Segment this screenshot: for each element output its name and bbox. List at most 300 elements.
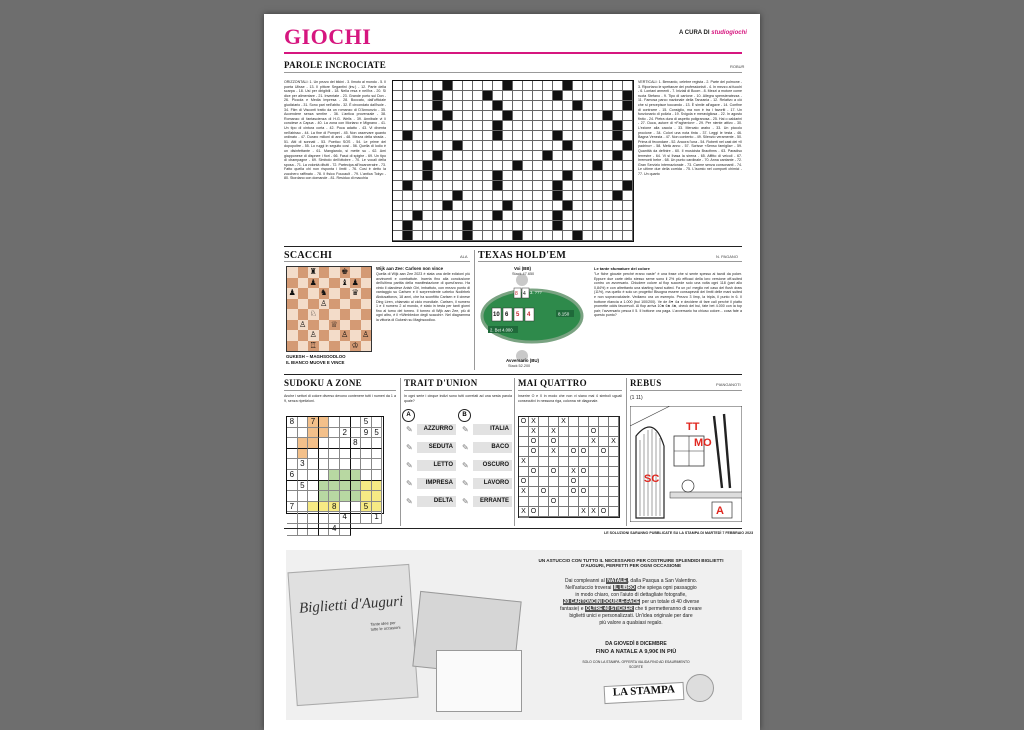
crossword-cell[interactable] xyxy=(513,181,523,191)
mai4-cell[interactable] xyxy=(559,507,569,517)
chess-piece-square[interactable]: ♝ xyxy=(341,277,349,287)
crossword-cell[interactable] xyxy=(433,111,443,121)
crossword-cell[interactable] xyxy=(553,111,563,121)
crossword-cell[interactable] xyxy=(593,211,603,221)
crossword-cell[interactable] xyxy=(443,231,453,241)
mai4-cell[interactable] xyxy=(569,427,579,437)
mai4-cell[interactable] xyxy=(589,457,599,467)
crossword-cell[interactable] xyxy=(573,221,583,231)
chess-square[interactable] xyxy=(298,278,309,289)
sudoku-cell[interactable] xyxy=(340,459,351,470)
mai4-cell[interactable] xyxy=(569,507,579,517)
crossword-cell[interactable] xyxy=(573,211,583,221)
crossword-cell[interactable] xyxy=(453,111,463,121)
sudoku-cell[interactable] xyxy=(308,449,319,460)
crossword-cell[interactable] xyxy=(513,211,523,221)
mai4-cell[interactable] xyxy=(609,427,619,437)
crossword-cell[interactable] xyxy=(523,171,533,181)
sudoku-cell[interactable] xyxy=(340,502,351,513)
crossword-cell[interactable] xyxy=(593,221,603,231)
chess-square[interactable] xyxy=(361,288,372,299)
mai4-cell[interactable] xyxy=(589,447,599,457)
crossword-cell[interactable] xyxy=(423,201,433,211)
crossword-cell[interactable] xyxy=(493,141,503,151)
crossword-cell[interactable] xyxy=(603,161,613,171)
crossword-cell[interactable] xyxy=(493,231,503,241)
sudoku-cell[interactable] xyxy=(329,417,340,428)
crossword-cell[interactable] xyxy=(413,201,423,211)
sudoku-cell[interactable] xyxy=(319,512,330,524)
chess-square[interactable] xyxy=(287,320,298,331)
crossword-cell[interactable] xyxy=(443,221,453,231)
sudoku-cell[interactable] xyxy=(287,438,298,449)
mai4-cell[interactable] xyxy=(589,487,599,497)
crossword-cell[interactable] xyxy=(543,181,553,191)
mai4-cell[interactable]: O xyxy=(549,497,559,507)
mai4-cell[interactable]: O xyxy=(539,487,549,497)
mai4-cell[interactable] xyxy=(579,437,589,447)
sudoku-cell[interactable] xyxy=(298,449,309,460)
crossword-cell[interactable] xyxy=(623,231,633,241)
crossword-cell[interactable] xyxy=(453,131,463,141)
crossword-cell[interactable] xyxy=(393,151,403,161)
sudoku-cell[interactable] xyxy=(319,417,330,428)
sudoku-cell[interactable] xyxy=(340,449,351,460)
crossword-cell[interactable] xyxy=(513,91,523,101)
mai4-cell[interactable] xyxy=(599,487,609,497)
crossword-cell[interactable] xyxy=(463,91,473,101)
crossword-cell[interactable] xyxy=(393,231,403,241)
crossword-cell[interactable] xyxy=(603,231,613,241)
crossword-cell[interactable] xyxy=(413,191,423,201)
crossword-cell[interactable] xyxy=(453,101,463,111)
mai4-cell[interactable] xyxy=(539,417,549,427)
crossword-cell[interactable] xyxy=(573,201,583,211)
crossword-cell[interactable] xyxy=(593,151,603,161)
crossword-cell[interactable] xyxy=(463,141,473,151)
crossword-cell[interactable] xyxy=(393,221,403,231)
crossword-cell[interactable] xyxy=(483,181,493,191)
mai4-cell[interactable] xyxy=(599,417,609,427)
crossword-cell[interactable] xyxy=(543,191,553,201)
chess-square[interactable] xyxy=(308,299,319,310)
chess-square[interactable] xyxy=(329,330,340,341)
mai4-cell[interactable] xyxy=(539,497,549,507)
crossword-cell[interactable] xyxy=(403,81,413,91)
crossword-cell[interactable] xyxy=(523,111,533,121)
crossword-cell[interactable] xyxy=(423,121,433,131)
crossword-cell[interactable] xyxy=(603,121,613,131)
sudoku-cell[interactable] xyxy=(372,417,383,428)
mai4-cell[interactable]: O xyxy=(599,507,609,517)
crossword-cell[interactable] xyxy=(453,231,463,241)
crossword-cell[interactable] xyxy=(543,111,553,121)
mai4-cell[interactable] xyxy=(579,457,589,467)
crossword-cell[interactable] xyxy=(403,151,413,161)
crossword-cell[interactable] xyxy=(513,151,523,161)
mai4-cell[interactable] xyxy=(609,507,619,517)
sudoku-cell[interactable] xyxy=(308,524,319,536)
crossword-cell[interactable] xyxy=(583,121,593,131)
crossword-cell[interactable] xyxy=(613,181,623,191)
chess-square[interactable] xyxy=(340,288,351,299)
crossword-cell[interactable] xyxy=(523,231,533,241)
chess-piece-square[interactable]: ♕ xyxy=(330,319,338,329)
crossword-cell[interactable] xyxy=(543,101,553,111)
crossword-cell[interactable] xyxy=(393,81,403,91)
crossword-cell[interactable] xyxy=(393,131,403,141)
crossword-cell[interactable] xyxy=(493,91,503,101)
mai4-cell[interactable] xyxy=(559,447,569,457)
crossword-cell[interactable] xyxy=(493,81,503,91)
crossword-cell[interactable] xyxy=(593,91,603,101)
mai4-cell[interactable] xyxy=(519,517,529,518)
chess-square[interactable] xyxy=(298,299,309,310)
sudoku-cell[interactable] xyxy=(351,428,362,439)
chess-square[interactable] xyxy=(361,267,372,278)
crossword-cell[interactable] xyxy=(523,81,533,91)
mai4-cell[interactable] xyxy=(609,477,619,487)
crossword-cell[interactable] xyxy=(583,91,593,101)
crossword-cell[interactable] xyxy=(603,131,613,141)
mai4-cell[interactable] xyxy=(559,477,569,487)
sudoku-cell[interactable] xyxy=(361,449,372,460)
mai4-cell[interactable] xyxy=(599,437,609,447)
chess-square[interactable] xyxy=(350,309,361,320)
crossword-cell[interactable] xyxy=(583,181,593,191)
sudoku-cell[interactable]: 4 xyxy=(340,512,351,524)
crossword-cell[interactable] xyxy=(523,201,533,211)
crossword-cell[interactable] xyxy=(573,181,583,191)
crossword-cell[interactable] xyxy=(543,221,553,231)
crossword-cell[interactable] xyxy=(583,111,593,121)
crossword-cell[interactable] xyxy=(563,131,573,141)
crossword-cell[interactable] xyxy=(453,91,463,101)
sudoku-cell[interactable] xyxy=(287,449,298,460)
crossword-cell[interactable] xyxy=(533,211,543,221)
sudoku-cell[interactable] xyxy=(298,438,309,449)
crossword-cell[interactable] xyxy=(483,231,493,241)
sudoku-cell[interactable]: 2 xyxy=(340,428,351,439)
mai4-cell[interactable] xyxy=(599,427,609,437)
mai4-cell[interactable] xyxy=(569,437,579,447)
mai4-cell[interactable] xyxy=(579,477,589,487)
chess-square[interactable] xyxy=(329,309,340,320)
crossword-cell[interactable] xyxy=(443,121,453,131)
sudoku-cell[interactable] xyxy=(340,491,351,502)
crossword-cell[interactable] xyxy=(463,131,473,141)
mai4-cell[interactable]: O xyxy=(579,447,589,457)
chess-piece-square[interactable]: ♙ xyxy=(320,298,328,308)
crossword-cell[interactable] xyxy=(413,161,423,171)
crossword-cell[interactable] xyxy=(473,201,483,211)
crossword-cell[interactable] xyxy=(613,161,623,171)
mai4-cell[interactable]: X xyxy=(569,467,579,477)
crossword-cell[interactable] xyxy=(533,91,543,101)
chess-square[interactable] xyxy=(340,299,351,310)
crossword-cell[interactable] xyxy=(473,181,483,191)
chess-square[interactable] xyxy=(298,309,309,320)
crossword-cell[interactable] xyxy=(473,91,483,101)
crossword-cell[interactable] xyxy=(413,131,423,141)
crossword-cell[interactable] xyxy=(623,221,633,231)
chess-piece-square[interactable]: ♘ xyxy=(309,309,317,318)
crossword-cell[interactable] xyxy=(503,121,513,131)
crossword-cell[interactable] xyxy=(493,191,503,201)
crossword-cell[interactable] xyxy=(493,221,503,231)
mai4-cell[interactable] xyxy=(589,467,599,477)
crossword-cell[interactable] xyxy=(483,221,493,231)
mai4-cell[interactable] xyxy=(549,417,559,427)
mai4-cell[interactable]: X xyxy=(589,437,599,447)
crossword-cell[interactable] xyxy=(603,171,613,181)
crossword-cell[interactable] xyxy=(443,191,453,201)
sudoku-cell[interactable] xyxy=(287,512,298,524)
sudoku-cell[interactable] xyxy=(361,481,372,492)
chess-square[interactable] xyxy=(298,267,309,278)
sudoku-cell[interactable]: 7 xyxy=(308,417,319,428)
sudoku-cell[interactable] xyxy=(308,428,319,439)
crossword-cell[interactable] xyxy=(523,141,533,151)
crossword-cell[interactable] xyxy=(503,211,513,221)
crossword-cell[interactable] xyxy=(543,81,553,91)
mai4-cell[interactable] xyxy=(519,437,529,447)
crossword-cell[interactable] xyxy=(523,91,533,101)
crossword-cell[interactable] xyxy=(563,221,573,231)
crossword-cell[interactable] xyxy=(553,101,563,111)
crossword-cell[interactable] xyxy=(583,131,593,141)
crossword-cell[interactable] xyxy=(413,151,423,161)
crossword-cell[interactable] xyxy=(573,191,583,201)
crossword-cell[interactable] xyxy=(473,221,483,231)
chess-square[interactable] xyxy=(287,299,298,310)
chess-piece-square[interactable]: ♔ xyxy=(351,340,359,350)
sudoku-cell[interactable] xyxy=(329,428,340,439)
mai4-cell[interactable]: O xyxy=(569,487,579,497)
mai4-cell[interactable]: O xyxy=(519,477,529,487)
crossword-cell[interactable] xyxy=(423,101,433,111)
crossword-cell[interactable] xyxy=(473,141,483,151)
crossword-cell[interactable] xyxy=(553,151,563,161)
chess-square[interactable] xyxy=(329,299,340,310)
crossword-cell[interactable] xyxy=(413,101,423,111)
crossword-cell[interactable] xyxy=(603,81,613,91)
crossword-cell[interactable] xyxy=(473,231,483,241)
crossword-cell[interactable] xyxy=(553,231,563,241)
crossword-cell[interactable] xyxy=(403,101,413,111)
chess-piece-square[interactable]: ♙ xyxy=(341,330,349,339)
crossword-cell[interactable] xyxy=(463,111,473,121)
sudoku-cell[interactable] xyxy=(340,470,351,481)
mai4-cell[interactable] xyxy=(539,437,549,447)
crossword-cell[interactable] xyxy=(453,121,463,131)
sudoku-grid[interactable] xyxy=(286,416,384,522)
crossword-grid[interactable] xyxy=(392,80,634,242)
crossword-cell[interactable] xyxy=(623,161,633,171)
crossword-cell[interactable] xyxy=(603,211,613,221)
crossword-cell[interactable] xyxy=(553,201,563,211)
crossword-cell[interactable] xyxy=(403,111,413,121)
crossword-cell[interactable] xyxy=(463,101,473,111)
sudoku-cell[interactable] xyxy=(340,438,351,449)
crossword-cell[interactable] xyxy=(483,81,493,91)
crossword-cell[interactable] xyxy=(613,111,623,121)
crossword-cell[interactable] xyxy=(403,141,413,151)
chess-square[interactable] xyxy=(319,278,330,289)
crossword-cell[interactable] xyxy=(403,161,413,171)
crossword-cell[interactable] xyxy=(573,131,583,141)
crossword-cell[interactable] xyxy=(543,91,553,101)
sudoku-cell[interactable] xyxy=(319,449,330,460)
crossword-cell[interactable] xyxy=(393,141,403,151)
crossword-cell[interactable] xyxy=(593,181,603,191)
mai4-cell[interactable] xyxy=(559,427,569,437)
mai4-cell[interactable] xyxy=(539,467,549,477)
mai4-cell[interactable] xyxy=(609,457,619,467)
sudoku-cell[interactable]: 5 xyxy=(361,502,372,513)
chess-piece-square[interactable]: ♛ xyxy=(351,288,359,297)
crossword-cell[interactable] xyxy=(443,101,453,111)
sudoku-cell[interactable] xyxy=(308,502,319,513)
crossword-cell[interactable] xyxy=(583,141,593,151)
crossword-cell[interactable] xyxy=(503,191,513,201)
sudoku-cell[interactable] xyxy=(298,428,309,439)
crossword-cell[interactable] xyxy=(453,171,463,181)
sudoku-cell[interactable]: 3 xyxy=(298,459,309,470)
crossword-cell[interactable] xyxy=(463,151,473,161)
crossword-cell[interactable] xyxy=(613,91,623,101)
mai4-cell[interactable] xyxy=(599,457,609,467)
chess-piece-square[interactable]: ♟ xyxy=(288,288,296,297)
mai4-cell[interactable] xyxy=(589,417,599,427)
crossword-cell[interactable] xyxy=(623,121,633,131)
mai4-cell[interactable]: O xyxy=(529,447,539,457)
crossword-cell[interactable] xyxy=(423,181,433,191)
crossword-cell[interactable] xyxy=(523,191,533,201)
crossword-cell[interactable] xyxy=(563,111,573,121)
mai4-cell[interactable] xyxy=(569,417,579,427)
chess-piece-square[interactable]: ♟ xyxy=(309,277,317,287)
mai4-cell[interactable]: O xyxy=(529,507,539,517)
crossword-cell[interactable] xyxy=(603,191,613,201)
mai4-cell[interactable]: X xyxy=(559,417,569,427)
crossword-cell[interactable] xyxy=(503,131,513,141)
chess-square[interactable] xyxy=(329,341,340,352)
sudoku-cell[interactable] xyxy=(308,491,319,502)
crossword-cell[interactable] xyxy=(433,81,443,91)
chess-square[interactable] xyxy=(319,267,330,278)
sudoku-cell[interactable] xyxy=(298,470,309,481)
chess-piece-square[interactable]: ♖ xyxy=(309,340,317,350)
crossword-cell[interactable] xyxy=(613,81,623,91)
crossword-cell[interactable] xyxy=(483,121,493,131)
crossword-cell[interactable] xyxy=(493,111,503,121)
crossword-cell[interactable] xyxy=(413,141,423,151)
crossword-cell[interactable] xyxy=(543,121,553,131)
crossword-cell[interactable] xyxy=(453,151,463,161)
crossword-cell[interactable] xyxy=(413,111,423,121)
crossword-cell[interactable] xyxy=(393,181,403,191)
crossword-cell[interactable] xyxy=(583,191,593,201)
crossword-cell[interactable] xyxy=(623,201,633,211)
sudoku-cell[interactable] xyxy=(340,481,351,492)
mai4-cell[interactable] xyxy=(519,447,529,457)
crossword-cell[interactable] xyxy=(513,221,523,231)
chess-square[interactable] xyxy=(329,288,340,299)
chess-square[interactable] xyxy=(319,320,330,331)
crossword-cell[interactable] xyxy=(563,91,573,101)
crossword-cell[interactable] xyxy=(483,171,493,181)
crossword-cell[interactable] xyxy=(623,81,633,91)
crossword-cell[interactable] xyxy=(523,211,533,221)
crossword-cell[interactable] xyxy=(623,191,633,201)
mai4-cell[interactable]: X xyxy=(549,427,559,437)
crossword-cell[interactable] xyxy=(483,101,493,111)
chess-square[interactable] xyxy=(287,309,298,320)
crossword-cell[interactable] xyxy=(573,161,583,171)
mai4-cell[interactable] xyxy=(549,477,559,487)
crossword-cell[interactable] xyxy=(583,221,593,231)
crossword-cell[interactable] xyxy=(433,191,443,201)
crossword-cell[interactable] xyxy=(463,181,473,191)
crossword-cell[interactable] xyxy=(393,171,403,181)
mai4-cell[interactable] xyxy=(529,477,539,487)
crossword-cell[interactable] xyxy=(393,101,403,111)
crossword-cell[interactable] xyxy=(503,91,513,101)
sudoku-cell[interactable] xyxy=(351,417,362,428)
mai4-cell[interactable]: X xyxy=(579,507,589,517)
sudoku-cell[interactable]: 8 xyxy=(287,417,298,428)
sudoku-cell[interactable] xyxy=(361,438,372,449)
mai4-cell[interactable] xyxy=(609,487,619,497)
mai4-cell[interactable]: X xyxy=(519,507,529,517)
crossword-cell[interactable] xyxy=(563,191,573,201)
crossword-cell[interactable] xyxy=(543,231,553,241)
crossword-cell[interactable] xyxy=(433,231,443,241)
crossword-cell[interactable] xyxy=(473,161,483,171)
mai4-cell[interactable] xyxy=(549,487,559,497)
crossword-cell[interactable] xyxy=(473,151,483,161)
crossword-cell[interactable] xyxy=(513,201,523,211)
chess-square[interactable] xyxy=(298,341,309,352)
chess-square[interactable] xyxy=(350,267,361,278)
mai4-cell[interactable]: O xyxy=(569,447,579,457)
crossword-cell[interactable] xyxy=(613,171,623,181)
crossword-cell[interactable] xyxy=(483,131,493,141)
crossword-cell[interactable] xyxy=(453,81,463,91)
crossword-cell[interactable] xyxy=(583,171,593,181)
sudoku-cell[interactable] xyxy=(298,491,309,502)
chess-square[interactable] xyxy=(319,330,330,341)
crossword-cell[interactable] xyxy=(433,211,443,221)
chess-square[interactable] xyxy=(287,267,298,278)
crossword-cell[interactable] xyxy=(513,141,523,151)
crossword-cell[interactable] xyxy=(623,151,633,161)
sudoku-cell[interactable] xyxy=(372,470,383,481)
chess-square[interactable] xyxy=(308,320,319,331)
mai4-cell[interactable]: O xyxy=(529,467,539,477)
crossword-cell[interactable] xyxy=(443,141,453,151)
crossword-cell[interactable] xyxy=(583,151,593,161)
crossword-cell[interactable] xyxy=(523,121,533,131)
mai4-cell[interactable] xyxy=(569,497,579,507)
sudoku-cell[interactable] xyxy=(361,512,372,524)
crossword-cell[interactable] xyxy=(513,171,523,181)
sudoku-cell[interactable] xyxy=(287,524,298,536)
crossword-cell[interactable] xyxy=(433,141,443,151)
crossword-cell[interactable] xyxy=(543,141,553,151)
mai4-cell[interactable] xyxy=(519,427,529,437)
